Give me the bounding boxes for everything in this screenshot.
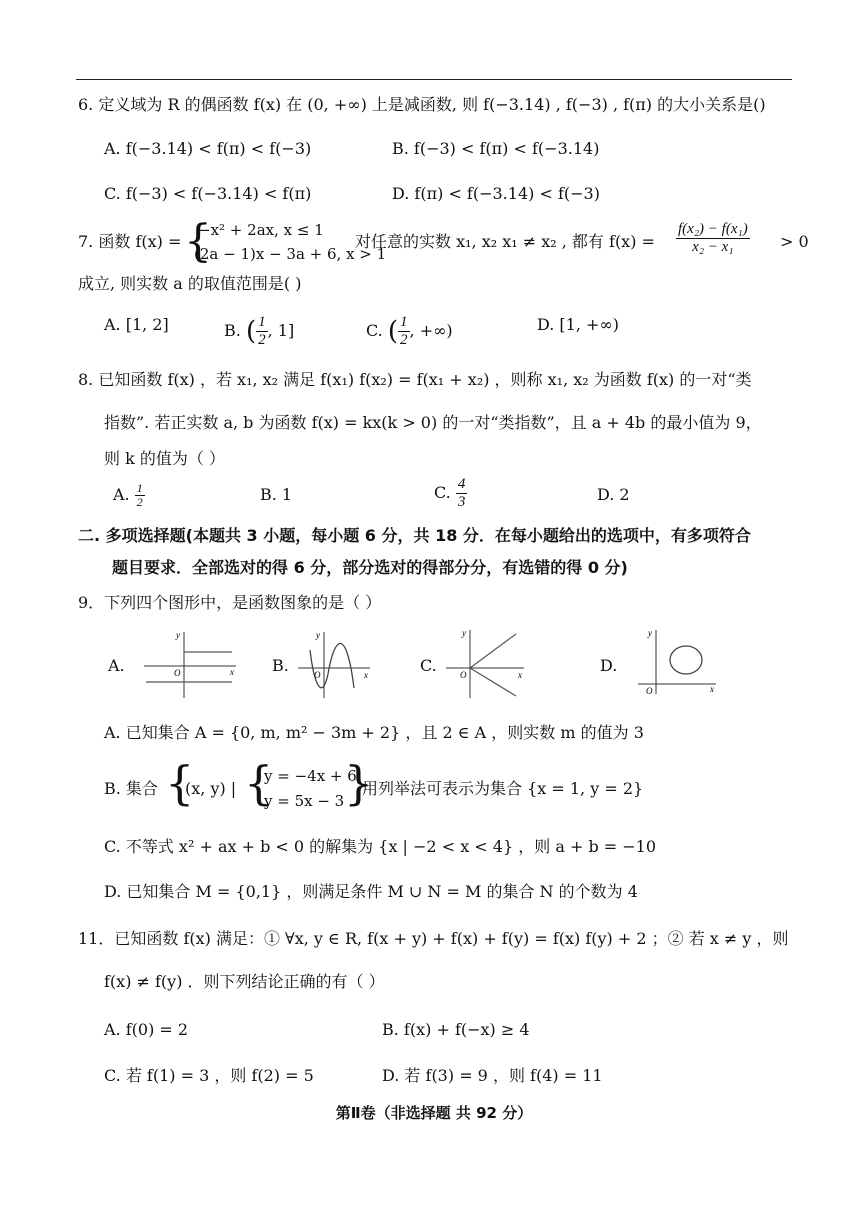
question-8-option-c-label: C. xyxy=(434,483,451,502)
question-9-graph-a-y-label: y xyxy=(176,630,180,640)
question-7-option-b-tail: , 1] xyxy=(267,321,295,340)
question-6-stem: 6. 定义域为 R 的偶函数 f(x) 在 (0, +∞) 上是减函数, 则 f(−3.14) , f(−3) , f(π) 的大小关系是() xyxy=(78,95,766,114)
question-7-piecewise-brace: { xyxy=(184,216,212,267)
question-7-case-1: −x² + 2ax, x ≤ 1 xyxy=(198,221,324,239)
question-9-graph-b-label: B. xyxy=(272,656,289,675)
question-9-graph-d-x-label: x xyxy=(710,684,714,694)
question-6-option-d: D. f(π) < f(−3.14) < f(−3) xyxy=(392,184,600,203)
question-9-graph-d-y-label: y xyxy=(648,628,652,638)
question-7-line-2: 成立, 则实数 a 的取值范围是( ) xyxy=(78,274,302,293)
question-7-option-c-denominator: 2 xyxy=(400,332,408,348)
question-7-middle: 对任意的实数 x₁, x₂ x₁ ≠ x₂ , 都有 f(x) = xyxy=(355,232,655,251)
question-11-option-d: D. 若 f(3) = 9 ，则 f(4) = 11 xyxy=(382,1066,603,1085)
question-11-option-a: A. f(0) = 2 xyxy=(104,1020,189,1039)
question-7-option-b-label: B. xyxy=(224,321,241,340)
question-8-line-2: 指数”. 若正实数 a, b 为函数 f(x) = kx(k > 0) 的一对“类指数”，且 a + 4b 的最小值为 9， xyxy=(104,413,762,432)
question-7-option-c-tail: , +∞) xyxy=(409,321,453,340)
question-9-graph-a-x-label: x xyxy=(230,667,234,677)
question-11-line-2: f(x) ≠ f(y) ．则下列结论正确的有（ ） xyxy=(104,972,385,991)
question-6-option-a: A. f(−3.14) < f(π) < f(−3) xyxy=(104,139,312,158)
question-10-option-a: A. 已知集合 A = {0, m, m² − 3m + 2} ，且 2 ∈ A ，则实数 m 的值为 3 xyxy=(104,723,644,742)
question-9-graph-b xyxy=(294,628,374,700)
question-8-line-3: 则 k 的值为（ ） xyxy=(104,449,225,468)
question-9-graph-b-origin: O xyxy=(314,670,321,680)
question-7-option-a: A. [1, 2] xyxy=(104,315,169,334)
question-10-option-b-close-brace: } xyxy=(344,756,374,810)
section-2-heading-line-2: 题目要求．全部选对的得 6 分，部分选对的得部分分，有选错的得 0 分) xyxy=(112,558,628,577)
question-10-option-b-label: B. 集合 xyxy=(104,779,158,798)
question-8-option-a-label: A. xyxy=(113,485,130,504)
question-8-option-c-numerator: 4 xyxy=(457,476,466,492)
question-10-option-c: C. 不等式 x² + ax + b < 0 的解集为 {x | −2 < x < 4} ，则 a + b = −10 xyxy=(104,837,657,856)
question-7-fraction-numerator: f(x₂) − f(x₁) xyxy=(678,221,748,237)
question-7-suffix: > 0 xyxy=(780,232,809,251)
question-9-graph-d xyxy=(634,626,720,698)
question-8-option-b: B. 1 xyxy=(260,485,293,504)
question-10-option-d: D. 已知集合 M = {0,1} ，则满足条件 M ∪ N = M 的集合 N 的个数为 4 xyxy=(104,882,638,901)
question-9-graph-c-x-label: x xyxy=(518,670,522,680)
question-8-option-a xyxy=(113,482,145,509)
question-9-graph-b-y-label: y xyxy=(316,630,320,640)
question-9-graph-c-label: C. xyxy=(420,656,437,675)
question-9-graph-a-label: A. xyxy=(108,656,125,675)
question-7-option-c: C. ( $\frac{1}{2}$ , +∞) xyxy=(366,314,453,348)
question-10-option-b-set: (x, y) | xyxy=(185,779,237,798)
question-7-prefix: 7. 函数 f(x) = xyxy=(78,232,182,251)
question-7-option-b-denominator: 2 xyxy=(258,332,266,348)
question-10-option-b xyxy=(104,778,158,800)
part-2-title: 第Ⅱ卷（非选择题 共 92 分） xyxy=(335,1104,533,1122)
question-9-graph-c xyxy=(442,626,528,700)
question-9-stem: 9．下列四个图形中，是函数图象的是（ ） xyxy=(78,593,382,612)
question-7-case-2: (2a − 1)x − 3a + 6, x > 1 xyxy=(194,245,387,263)
question-8-line-1: 8. 已知函数 f(x) ，若 x₁, x₂ 满足 f(x₁) f(x₂) = f(x₁ + x₂) ，则称 x₁, x₂ 为函数 f(x) 的一对“类 xyxy=(78,370,752,389)
question-9-graph-c-origin: O xyxy=(460,670,467,680)
question-8-option-d: D. 2 xyxy=(597,485,630,504)
section-2-heading-line-1: 二. 多项选择题(本题共 3 小题，每小题 6 分，共 18 分．在每小题给出的选项中，有多项符合 xyxy=(78,526,751,545)
question-11-option-c: C. 若 f(1) = 3 ，则 f(2) = 5 xyxy=(104,1066,314,1085)
question-7-option-d: D. [1, +∞) xyxy=(537,315,619,334)
question-9-graph-a xyxy=(140,628,240,700)
question-11-line-1: 11．已知函数 f(x) 满足：① ∀x, y ∈ R, f(x + y) + f(x) + f(y) = f(x) f(y) + 2 ；② 若 x ≠ y ，则 xyxy=(78,929,789,948)
question-8-option-a-numerator: 1 xyxy=(136,481,143,495)
question-6-option-b: B. f(−3) < f(π) < f(−3.14) xyxy=(392,139,600,158)
question-10-option-b-equation-1: y = −4x + 6 xyxy=(264,767,357,785)
question-7-option-b: B. ( $\frac{1}{2}$ , 1] xyxy=(224,314,295,348)
question-7-option-b-numerator: 1 xyxy=(258,314,266,330)
question-6-option-c: C. f(−3) < f(−3.14) < f(π) xyxy=(104,184,312,203)
question-7-fraction xyxy=(676,221,750,256)
question-10-option-b-equation-2: y = 5x − 3 xyxy=(264,792,345,810)
question-10-option-b-inner-brace: { xyxy=(244,756,274,810)
question-7-option-c-label: C. xyxy=(366,321,383,340)
question-10-option-b-tail: 用列举法可表示为集合 {x = 1, y = 2} xyxy=(362,779,644,798)
question-9-graph-b-x-label: x xyxy=(364,670,368,680)
header-rule xyxy=(76,79,792,80)
question-8-option-c xyxy=(434,476,467,511)
question-7-option-c-numerator: 1 xyxy=(400,314,408,330)
question-7-fraction-denominator: x₂ − x₁ xyxy=(692,239,734,255)
question-9-graph-d-origin: O xyxy=(646,686,653,696)
question-9-graph-a-origin: O xyxy=(174,668,181,678)
question-11-option-b: B. f(x) + f(−x) ≥ 4 xyxy=(382,1020,530,1039)
question-10-option-b-outer-brace: { xyxy=(165,756,195,810)
question-9-graph-c-y-label: y xyxy=(462,628,466,638)
question-8-option-c-denominator: 3 xyxy=(457,494,466,510)
question-8-option-a-denominator: 2 xyxy=(136,495,143,509)
question-9-graph-d-label: D. xyxy=(600,656,618,675)
